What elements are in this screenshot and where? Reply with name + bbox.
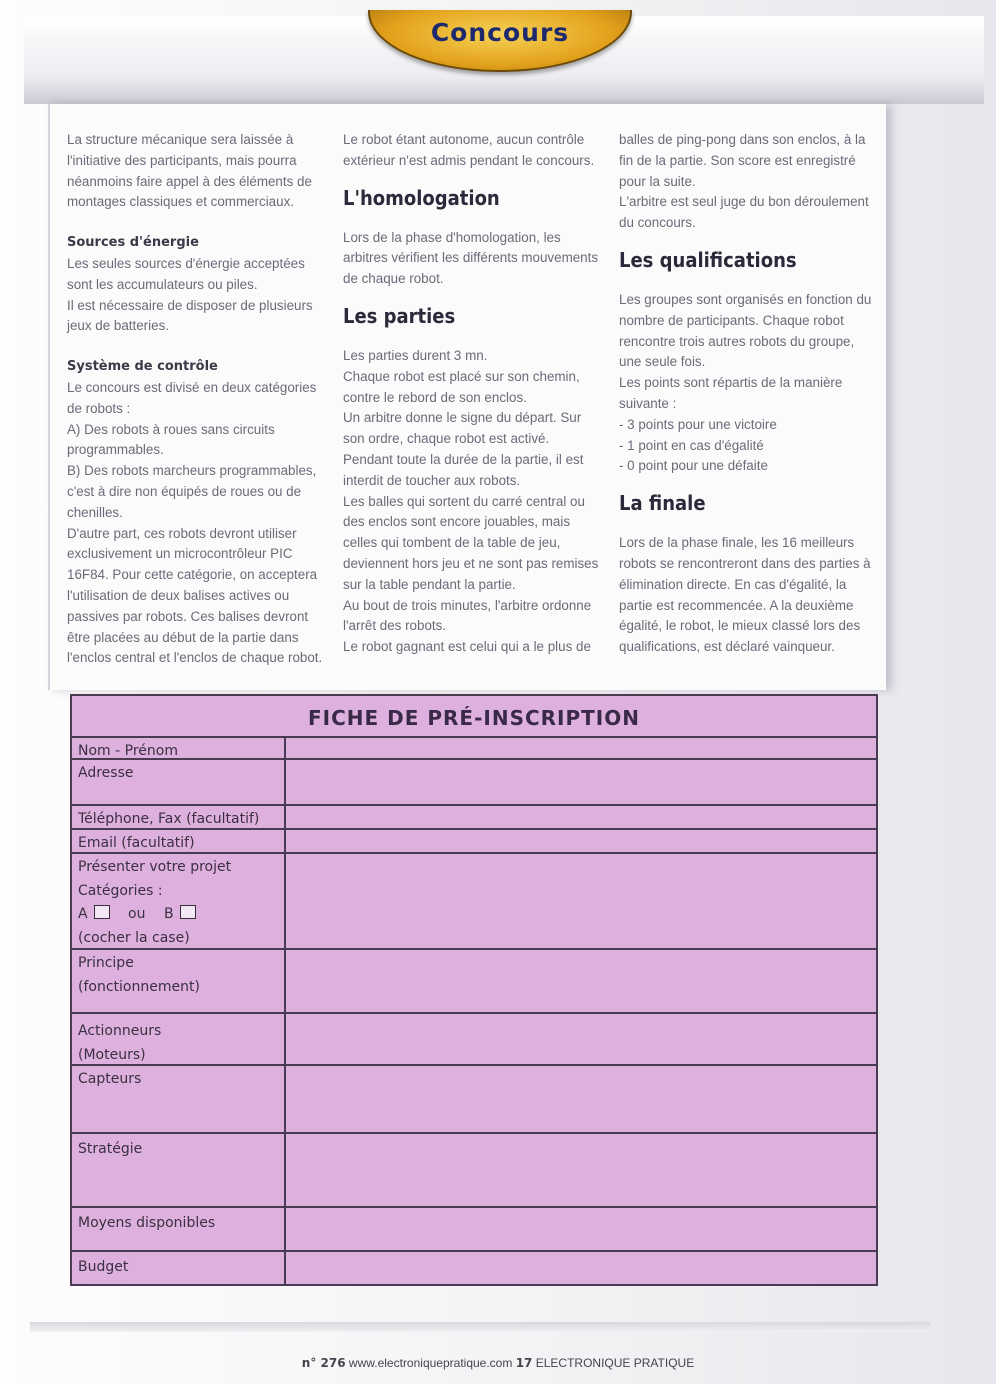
form-row-project[interactable]	[72, 852, 876, 950]
article-paragraph: Les points sont répartis de la manière suivante :	[619, 375, 843, 411]
article-paragraph: - 0 point pour une défaite	[619, 458, 768, 474]
form-label-principle	[78, 952, 278, 999]
form-label-phone: Téléphone, Fax (facultatif)	[78, 811, 260, 827]
article-paragraph: Les balles qui sortent du carré central ou des enclos sont encore jouables, mais celles qui tombent de la table de jeu, deviennent hors jeu et ne sont pas remises sur la table pendant la partie.	[343, 493, 599, 592]
website-url[interactable]: www.electroniquepratique.com	[348, 1356, 513, 1370]
article-paragraph: B) Des robots marcheurs programmables, c'est à dire non équipés de roues ou de chenilles.	[67, 463, 317, 520]
article-heading: Les qualifications	[619, 247, 797, 272]
article-paragraph: A) Des robots à roues sans circuits programmables.	[67, 421, 275, 458]
form-label-actuators	[78, 1020, 278, 1067]
article-paragraph: Le robot gagnant est celui qui a le plus de	[343, 639, 591, 655]
form-row-email[interactable]	[72, 828, 876, 854]
article-paragraph: - 3 points pour une victoire	[619, 416, 777, 432]
principle-label: Principe	[78, 955, 134, 971]
article-subheading: Système de contrôle	[67, 359, 218, 375]
form-title: FICHE DE PRÉ-INSCRIPTION	[308, 706, 640, 730]
section-badge-label: Concours	[430, 18, 570, 47]
article-column-2	[343, 130, 601, 658]
article-paragraph: Un arbitre donne le signe du départ. Sur son ordre, chaque robot est activé. Pendant toute la durée de la partie, il est interdit de toucher aux robots.	[343, 410, 584, 488]
article-paragraph: Les seules sources d'énergie acceptées sont les accumulateurs ou piles.	[67, 255, 305, 292]
article-paragraph: Les parties durent 3 mn.	[343, 347, 488, 363]
article-paragraph: Il est nécessaire de disposer de plusieurs jeux de batteries.	[67, 297, 313, 334]
form-row-sensors[interactable]	[72, 1064, 876, 1134]
article-paragraph: balles de ping-pong dans son enclos, à la fin de la partie. Son score est enregistré pour la suite.	[619, 132, 866, 189]
article-paragraph: Lors de la phase d'homologation, les arbitres vérifient les différents mouvements de chaque robot.	[343, 229, 599, 287]
checkbox-category-a[interactable]	[94, 905, 110, 919]
article-paragraph: Les groupes sont organisés en fonction du nombre de participants. Chaque robot rencontre trois autres robots du groupe, une seule fois.	[619, 291, 872, 370]
form-row-strategy[interactable]	[72, 1132, 876, 1208]
page-footer	[0, 1356, 996, 1370]
form-row-budget[interactable]	[72, 1250, 876, 1286]
article-column-3	[619, 130, 877, 658]
option-b-label: B	[163, 906, 174, 922]
form-row-address[interactable]	[72, 758, 876, 806]
form-row-resources[interactable]	[72, 1206, 876, 1252]
article-paragraph: Au bout de trois minutes, l'arbitre ordonne l'arrêt des robots.	[343, 597, 592, 634]
form-row-principle[interactable]	[72, 948, 876, 1014]
article-heading: Les parties	[343, 303, 456, 328]
project-label: Présenter votre projet	[78, 859, 232, 875]
form-label-name: Nom - Prénom	[78, 743, 178, 759]
categories-label: Catégories :	[78, 882, 163, 899]
article-heading: L'homologation	[343, 185, 500, 210]
article-paragraph: Lors de la phase finale, les 16 meilleurs robots se rencontreront dans des parties à élimination directe. En cas d'égalité, la partie est recommencée. A la deuxième égalité, le robot, le mieux classé lors des qualifications, est déclaré vainqueur.	[619, 535, 871, 655]
principle-sub: (fonctionnement)	[78, 978, 200, 995]
registration-form	[70, 694, 878, 1286]
form-label-strategy: Stratégie	[78, 1141, 143, 1157]
actuators-sub: (Moteurs)	[78, 1046, 146, 1063]
actuators-label: Actionneurs	[78, 1023, 162, 1039]
magazine-name: ELECTRONIQUE PRATIQUE	[535, 1356, 695, 1370]
category-options	[78, 903, 278, 927]
article-paragraph: L'arbitre est seul juge du bon déroulement du concours.	[619, 194, 869, 231]
article-paragraph: D'autre part, ces robots devront utiliser exclusivement un microcontrôleur PIC 16F84. Pour cette catégorie, on acceptera l'utilisation de deux balises actives ou passives par robots. Ces balises devront être placées au début de la partie dans l'enclos central et l'enclos de chaque robot.	[67, 525, 323, 666]
checkbox-category-b[interactable]	[180, 905, 196, 919]
page-number: 17	[515, 1356, 533, 1370]
form-label-address: Adresse	[78, 765, 134, 781]
issue-number: n° 276	[301, 1356, 346, 1370]
article-paragraph: Le robot étant autonome, aucun contrôle extérieur n'est admis pendant le concours.	[343, 132, 595, 168]
form-label-budget: Budget	[78, 1259, 129, 1275]
option-a-label: A	[78, 906, 88, 922]
form-row-phone[interactable]	[72, 804, 876, 830]
article-paragraph: Le concours est divisé en deux catégories de robots :	[67, 379, 317, 416]
or-label: ou	[128, 906, 146, 922]
form-label-sensors: Capteurs	[78, 1071, 142, 1087]
form-label-resources: Moyens disponibles	[78, 1215, 216, 1231]
article-heading: La finale	[619, 491, 706, 516]
article-paragraph: Chaque robot est placé sur son chemin, contre le rebord de son enclos.	[343, 368, 580, 405]
form-row-name[interactable]	[72, 736, 876, 760]
article-subheading: Sources d'énergie	[67, 235, 199, 251]
form-row-actuators[interactable]	[72, 1012, 876, 1066]
footer-band	[30, 1322, 930, 1332]
checkbox-hint: (cocher la case)	[78, 929, 190, 946]
form-label-email: Email (facultatif)	[78, 835, 195, 851]
article-column-1	[67, 130, 325, 669]
article-paragraph: La structure mécanique sera laissée à l'initiative des participants, mais pourra néanmoins faire appel à des éléments de montages classiques et commerciaux.	[67, 132, 312, 210]
article-paragraph: - 1 point en cas d'égalité	[619, 437, 764, 453]
form-label-project	[78, 856, 278, 950]
